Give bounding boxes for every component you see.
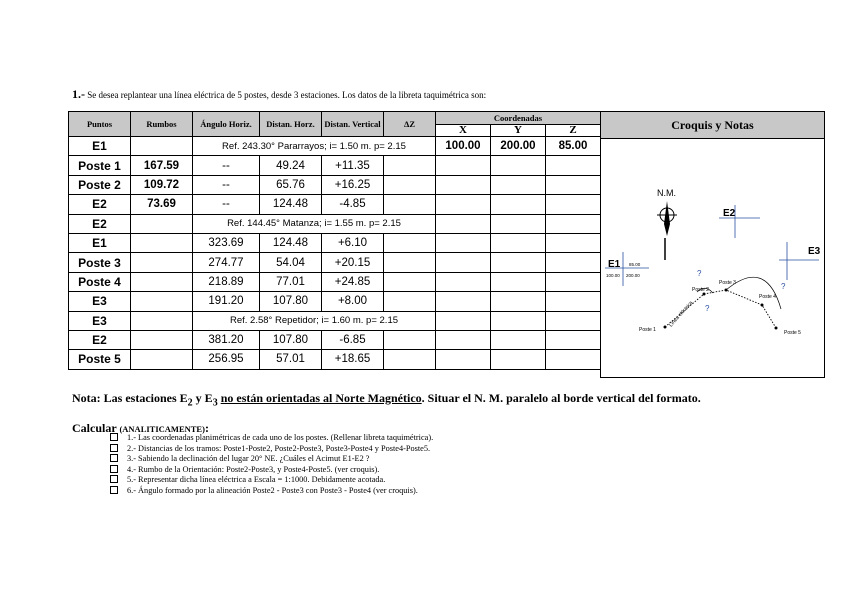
cell-dv: -6.85	[322, 330, 384, 349]
note-suffix: . Situar el N. M. paralelo al borde vertical del formato.	[421, 391, 701, 405]
checkbox-icon	[110, 465, 118, 473]
nm-label: N.M.	[657, 188, 676, 198]
cell-dv: +24.85	[322, 272, 384, 291]
croquis-panel	[600, 111, 825, 378]
calc-colon: :	[204, 421, 209, 435]
cell-angulo: 256.95	[193, 350, 260, 369]
cell-punto: Poste 4	[69, 272, 131, 291]
list-item	[110, 444, 433, 455]
e1-z: 85.00	[629, 262, 641, 267]
cell-dh: 124.48	[260, 195, 322, 214]
table-row	[69, 175, 601, 194]
cell-punto: E2	[69, 214, 131, 233]
poste3-label: Poste 3	[719, 280, 736, 286]
cell-angulo: --	[193, 156, 260, 175]
header-coordenadas: Coordenadas	[436, 112, 601, 125]
cell-dv: +6.10	[322, 233, 384, 252]
e1-x: 100.00	[606, 273, 620, 278]
checkbox-icon	[110, 444, 118, 452]
exercise-number: 1.-	[72, 87, 85, 101]
cell-punto: E1	[69, 137, 131, 156]
cell-dh: 49.24	[260, 156, 322, 175]
table-row	[69, 330, 601, 349]
table-row	[69, 195, 601, 214]
note-sub-2: 2	[187, 397, 193, 409]
cell-angulo: 323.69	[193, 233, 260, 252]
croquis-title: Croquis y Notas	[601, 112, 824, 139]
cell-dv: +8.00	[322, 292, 384, 311]
header-angulo: Ángulo Horiz.	[193, 112, 260, 137]
checkbox-icon	[110, 454, 118, 462]
e3-station	[779, 242, 821, 280]
cell-angulo: 191.20	[193, 292, 260, 311]
note-prefix: Nota: Las estaciones E	[72, 391, 188, 405]
cell-dh: 65.76	[260, 175, 322, 194]
north-arrow-icon	[657, 201, 677, 236]
intro-text: Se desea replantear una línea eléctrica de 5 postes, desde 3 estaciones. Los datos de la libreta taquimétrica son:	[87, 90, 487, 100]
checkbox-icon	[110, 433, 118, 441]
croquis-sketch	[601, 112, 826, 379]
cell-rumbo: 167.59	[131, 156, 193, 175]
question-mark: ?	[781, 282, 786, 291]
cell-punto: E3	[69, 292, 131, 311]
poste2-label: Poste 2	[692, 287, 709, 293]
cell-dv: +11.35	[322, 156, 384, 175]
table-row	[69, 350, 601, 369]
cell-punto: Poste 1	[69, 156, 131, 175]
cell-punto: Poste 5	[69, 350, 131, 369]
cell-dh: 124.48	[260, 233, 322, 252]
task-text: 4.- Rumbo de la Orientación: Poste2-Poste3, y Poste4-Poste5. (ver croquis).	[127, 464, 380, 474]
header-dist-vert: Distan. Vertical	[322, 112, 384, 137]
cell-punto: E2	[69, 195, 131, 214]
cell-angulo: --	[193, 175, 260, 194]
calc-title: Calcular	[72, 421, 117, 435]
table-row	[69, 156, 601, 175]
header-dist-horz: Distan. Horz.	[260, 112, 322, 137]
header-delta-z: ΔZ	[384, 112, 436, 137]
cell-punto: E2	[69, 330, 131, 349]
table-row	[69, 137, 601, 156]
table-row	[69, 214, 601, 233]
list-item	[110, 475, 433, 486]
cell-dh: 57.01	[260, 350, 322, 369]
list-item	[110, 454, 433, 465]
note-underlined: no están orientadas al Norte Magnético	[220, 391, 422, 405]
cell-dh: 54.04	[260, 253, 322, 272]
cell-dv: -4.85	[322, 195, 384, 214]
task-text: 6.- Ángulo formado por la alineación Poste2 - Poste3 con Poste3 - Poste4 (ver croquis).	[127, 485, 418, 495]
table-row	[69, 272, 601, 291]
header-z: Z	[546, 125, 601, 137]
header-rumbos: Rumbos	[131, 112, 193, 137]
question-mark: ?	[697, 269, 702, 278]
cell-dh: 77.01	[260, 272, 322, 291]
cell-angulo: 274.77	[193, 253, 260, 272]
cell-z: 85.00	[546, 137, 601, 156]
cell-dh: 107.80	[260, 292, 322, 311]
table-row	[69, 253, 601, 272]
cell-y: 200.00	[491, 137, 546, 156]
task-text: 1.- Las coordenadas planimétricas de cada uno de los postes. (Rellenar libreta taquimétrica).	[127, 433, 434, 442]
cell-x: 100.00	[436, 137, 491, 156]
cell-rumbo: 73.69	[131, 195, 193, 214]
e1-station	[605, 238, 665, 286]
calc-sub: (ANALITICAMENTE)	[119, 424, 205, 434]
poste5-label: Poste 5	[784, 330, 801, 336]
cell-punto: E1	[69, 233, 131, 252]
intro	[72, 87, 486, 102]
header-x: X	[436, 125, 491, 137]
cell-ref: Ref. 2.58° Repetidor; i= 1.60 m. p= 2.15	[193, 311, 436, 330]
note-mid: y E	[192, 391, 213, 405]
task-list	[110, 433, 433, 496]
poste1-label: Poste 1	[639, 327, 656, 333]
e2-station	[719, 205, 760, 238]
cell-dh: 107.80	[260, 330, 322, 349]
task-text: 5.- Representar dicha línea eléctrica a Escala = 1:1000. Debidamente acotada.	[127, 475, 386, 484]
header-y: Y	[491, 125, 546, 137]
e1-y: 200.00	[626, 273, 640, 278]
list-item	[110, 465, 433, 476]
cell-dv: +20.15	[322, 253, 384, 272]
poste4-label: Poste 4	[759, 294, 776, 300]
table-row	[69, 233, 601, 252]
cell-punto: Poste 3	[69, 253, 131, 272]
checkbox-icon	[110, 486, 118, 494]
cell-punto: E3	[69, 311, 131, 330]
note-sub-3: 3	[212, 397, 218, 409]
checkbox-icon	[110, 475, 118, 483]
table-row	[69, 292, 601, 311]
task-text: 3.- Sabiendo la declinación del lugar 20° NE. ¿Cuáles el Acimut E1-E2 ?	[127, 454, 370, 463]
libreta-table	[68, 111, 601, 370]
list-item	[110, 486, 433, 497]
list-item	[110, 433, 433, 444]
cell-angulo: 381.20	[193, 330, 260, 349]
note	[72, 391, 701, 408]
cell-punto: Poste 2	[69, 175, 131, 194]
cell-angulo: --	[193, 195, 260, 214]
header-puntos: Puntos	[69, 112, 131, 137]
task-text: 2.- Distancias de los tramos: Poste1-Poste2, Poste2-Poste3, Poste3-Poste4 y Poste4-Poste5.	[127, 443, 431, 453]
cell-ref: Ref. 243.30° Pararrayos; i= 1.50 m. p= 2.15	[193, 137, 436, 156]
cell-dv: +18.65	[322, 350, 384, 369]
cell-ref: Ref. 144.45° Matanza; i= 1.55 m. p= 2.15	[193, 214, 436, 233]
cell-angulo: 218.89	[193, 272, 260, 291]
table-row	[69, 311, 601, 330]
question-mark: ?	[705, 304, 710, 313]
linea-label: Línea eléctrica	[668, 300, 695, 329]
cell-rumbo: 109.72	[131, 175, 193, 194]
e2-label: E2	[723, 208, 736, 219]
e3-label: E3	[808, 246, 821, 257]
cell-dv: +16.25	[322, 175, 384, 194]
e1-label: E1	[608, 259, 621, 270]
